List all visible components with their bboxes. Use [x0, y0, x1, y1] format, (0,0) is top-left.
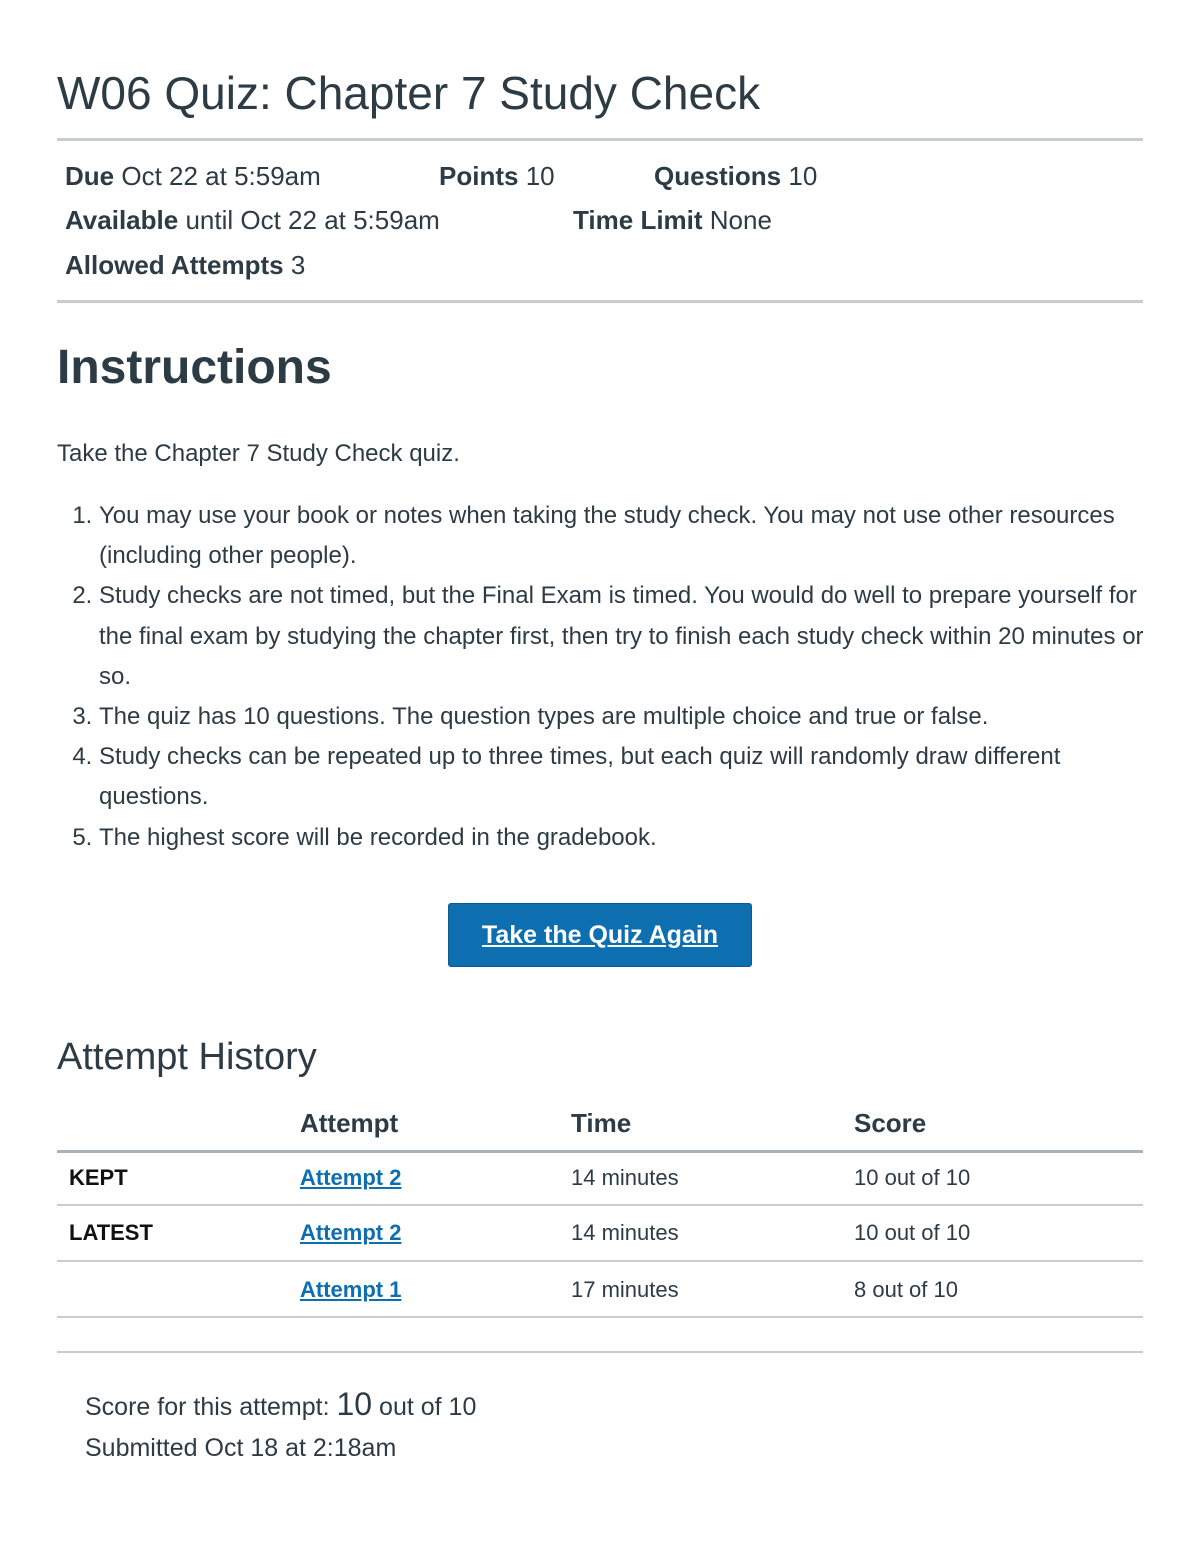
- column-header-time: Time: [571, 1108, 632, 1138]
- table-row-divider: [57, 1316, 1143, 1318]
- instructions-heading: Instructions: [57, 341, 332, 394]
- row-status-kept: KEPT: [69, 1165, 128, 1190]
- attempt-time: 17 minutes: [571, 1277, 679, 1302]
- attempt-time: 14 minutes: [571, 1220, 679, 1245]
- attempt-link[interactable]: Attempt 2: [300, 1220, 402, 1245]
- due-detail: Due Oct 22 at 5:59am: [65, 161, 321, 191]
- allowed-attempts-detail: Allowed Attempts 3: [65, 250, 306, 280]
- table-header-divider: [57, 1150, 1143, 1153]
- attempt-link[interactable]: Attempt 2: [300, 1165, 402, 1190]
- attempt-score: 8 out of 10: [854, 1277, 958, 1302]
- row-status-latest: LATEST: [69, 1220, 153, 1245]
- page-title: W06 Quiz: Chapter 7 Study Check: [57, 67, 761, 119]
- attempt-score: 10 out of 10: [854, 1165, 971, 1190]
- column-header-score: Score: [854, 1108, 927, 1138]
- title-divider: [57, 138, 1143, 141]
- available-detail: Available until Oct 22 at 5:59am: [65, 205, 440, 235]
- result-divider: [57, 1351, 1143, 1353]
- take-quiz-again-label[interactable]: Take the Quiz Again: [481, 920, 719, 949]
- attempt-score: 10 out of 10: [854, 1220, 971, 1245]
- submitted-timestamp: Submitted Oct 18 at 2:18am: [85, 1434, 397, 1462]
- table-row-divider: [57, 1260, 1143, 1262]
- instruction-step: 4. Study checks can be repeated up to three times, but each quiz will randomly draw different questions.: [99, 737, 1169, 817]
- attempt-history-heading: Attempt History: [57, 1036, 317, 1078]
- score-value: 10: [336, 1386, 373, 1422]
- details-divider: [57, 300, 1143, 303]
- instruction-step: 2. Study checks are not timed, but the Final Exam is timed. You would do well to prepare yourself for the final exam by studying the chapter first, then try to finish each study check within 20 minutes or so.: [99, 576, 1169, 697]
- instructions-intro: Take the Chapter 7 Study Check quiz.: [57, 440, 460, 467]
- instruction-step: 5. The highest score will be recorded in the gradebook.: [99, 818, 1169, 858]
- attempt-score-summary: Score for this attempt: 10 out of 10: [85, 1386, 477, 1422]
- instruction-step: 3. The quiz has 10 questions. The question types are multiple choice and true or false.: [99, 697, 1169, 737]
- attempt-link[interactable]: Attempt 1: [300, 1277, 402, 1302]
- table-row-divider: [57, 1204, 1143, 1206]
- take-quiz-again-button[interactable]: [448, 903, 752, 967]
- questions-detail: Questions 10: [654, 161, 818, 191]
- attempt-time: 14 minutes: [571, 1165, 679, 1190]
- time-limit-detail: Time Limit None: [573, 205, 772, 235]
- points-detail: Points 10: [439, 161, 555, 191]
- instructions-list: [57, 496, 1169, 858]
- instruction-step: 1. You may use your book or notes when taking the study check. You may not use other resources (including other people).: [99, 496, 1169, 576]
- column-header-attempt: Attempt: [300, 1108, 399, 1138]
